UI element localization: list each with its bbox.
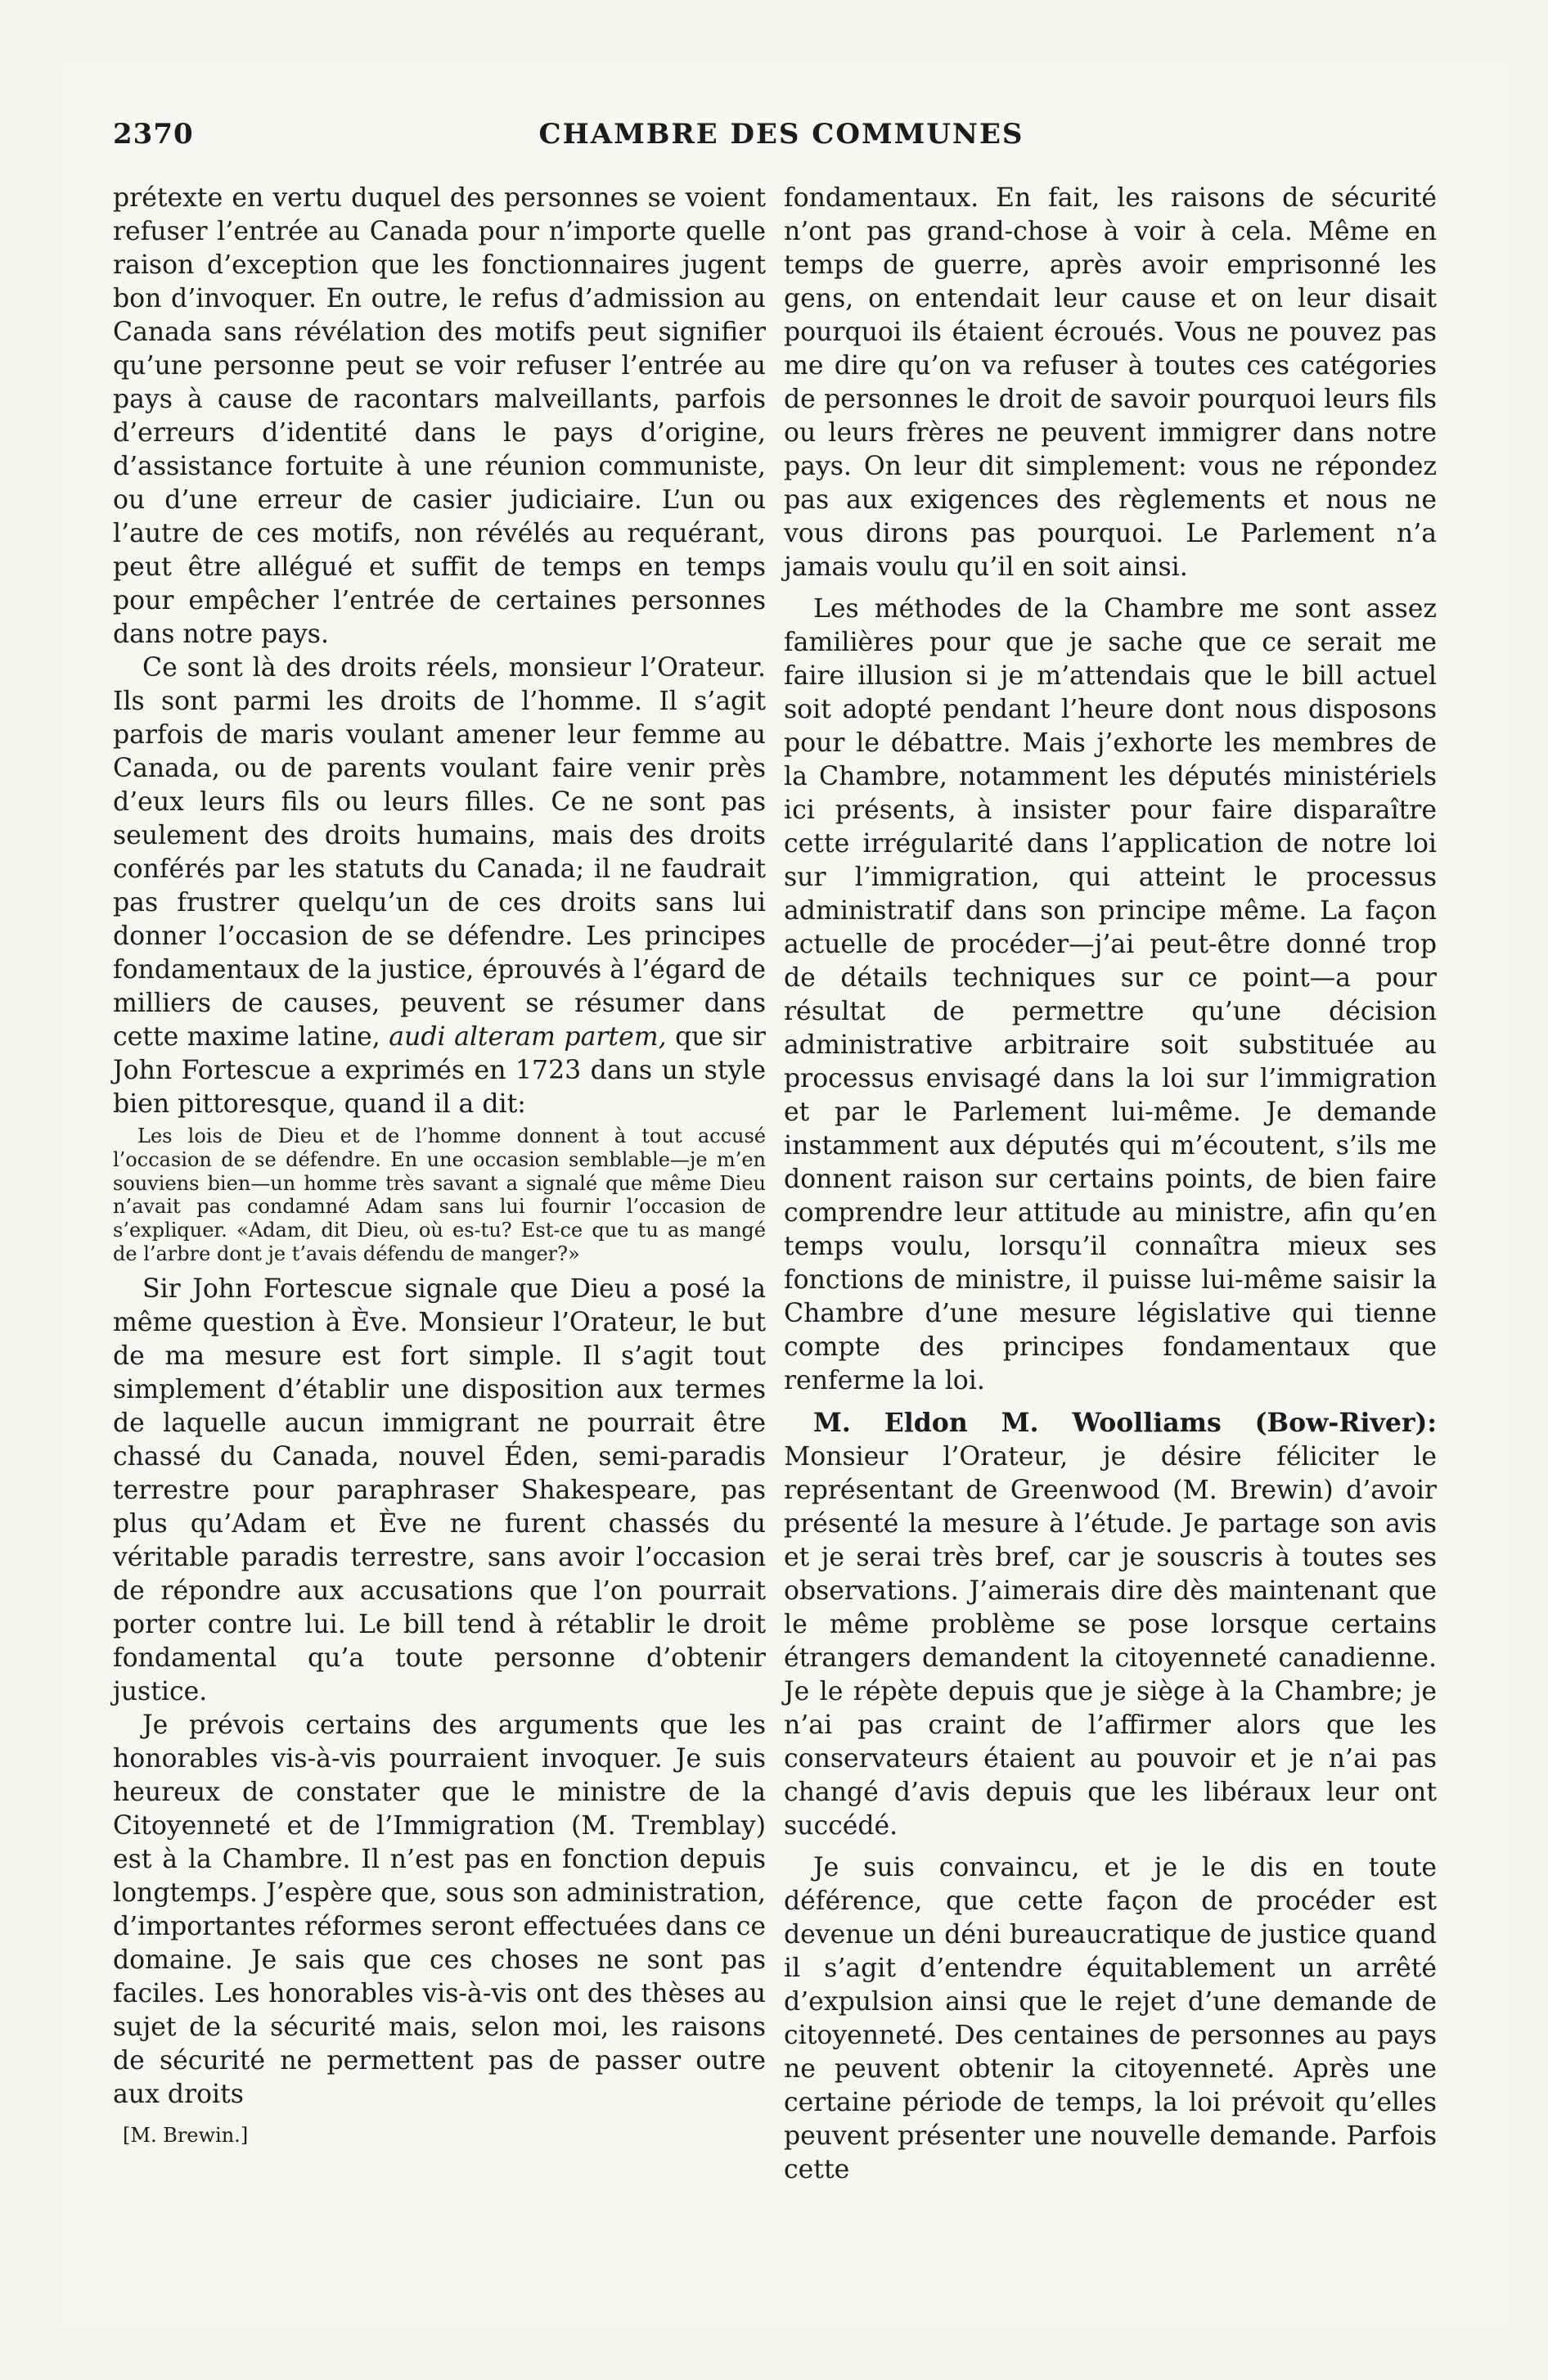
right-column (784, 182, 1437, 2187)
paragraph-text: Monsieur l’Orateur, je désire féliciter le représentant de Greenwood (M. Brewin) d’avoir présenté la mesure à l’étude. Je partage son avis et je serai très bref, car je souscris à toutes ses observations. J’aimerais dire dès maintenant que le même problème se pose lorsque certains étrangers demandent la citoyenneté canadienne. Je le répète depuis que je siège à la Chambre; je n’ai pas craint de l’affirmer alors que les conservateurs étaient au pouvoir et je n’ai pas changé d’avis depuis que les libéraux leur ont succédé. (784, 1442, 1437, 1841)
paragraph: Sir John Fortescue signale que Dieu a posé la même question à Ève. Monsieur l’Orateur, le but de ma mesure est fort simple. Il s’agit tout simplement d’établir une disposition aux termes de laquelle aucun immigrant ne pourrait être chassé du Canada, nouvel Éden, semi-paradis terrestre pour paraphraser Shakespeare, pas plus qu’Adam et Ève ne furent chassés du véritable paradis terrestre, sans avoir l’occasion de répondre aux accusations que l’on pourrait porter contre lui. Le bill tend à rétablir le droit fondamental qu’a toute personne d’obtenir justice. (113, 1273, 766, 1706)
page-number: 2370 (113, 118, 194, 151)
paragraph (113, 651, 766, 1121)
paragraph (784, 1406, 1437, 1843)
paragraph: Je suis convaincu, et je le dis en toute déférence, que cette façon de procéder est devenue un déni bureaucratique de justice quand il s’agit d’entendre équitablement un arrêté d’expulsion ainsi que le rejet d’une demande de citoyenneté. Des centaines de personnes au pays ne peuvent obtenir la citoyenneté. Après une certaine période de temps, la loi prévoit qu’elles peuvent présenter une nouvelle demande. Parfois cette (784, 1853, 1437, 2184)
paragraph-text: que sir John Fortescue a exprimés en 1723 dans un style bien pittoresque, quand il a dit: (113, 1022, 766, 1119)
left-column (113, 182, 766, 2148)
paragraph: prétexte en vertu duquel des personnes se voient refuser l’entrée au Canada pour n’importe quelle raison d’exception que les fonctionnaires jugent bon d’invoquer. En outre, le refus d’admission au Canada sans révélation des motifs peut signifier qu’une personne peut se voir refuser l’entrée au pays à cause de racontars malveillants, parfois d’erreurs d’identité dans le pays d’origine, d’assistance fortuite à une réunion communiste, ou d’une erreur de casier judiciaire. L’un ou l’autre de ces motifs, non révélés au requérant, peut être allégué et suffit de temps en temps pour empêcher l’entrée de certaines personnes dans notre pays. (113, 183, 766, 649)
running-title: CHAMBRE DES COMMUNES (538, 118, 1024, 151)
speaker-attribution: [M. Brewin.] (123, 2123, 249, 2147)
paragraph-text: Ce sont là des droits réels, monsieur l’Orateur. Ils sont parmi les droits de l’homme. Il s’agit parfois de maris voulant amener leur femme au Canada, ou de parents voulant faire venir près d’eux leurs fils ou leurs filles. Ce ne sont pas seulement des droits humains, mais des droits conférés par les statuts du Canada; il ne faudrait pas frustrer quelqu’un de ces droits sans lui donner l’occasion de se défendre. Les principes fondamentaux de la justice, éprouvés à l’égard de milliers de causes, peuvent se résumer dans cette maxime latine, (113, 653, 766, 1052)
block-quote: Les lois de Dieu et de l’homme donnent à tout accusé l’occasion de se défendre. En une occasion semblable—je m’en souviens bien—un homme très savant a signalé que même Dieu n’avait pas condamné Adam sans lui fournir l’occasion de s’expliquer. «Adam, dit Dieu, où es-tu? Est-ce que tu as mangé de l’arbre dont je t’avais défendu de manger?» (113, 1125, 766, 1265)
paragraph: fondamentaux. En fait, les raisons de sécurité n’ont pas grand-chose à voir à cela. Même en temps de guerre, après avoir emprisonné les gens, on entendait leur cause et on leur disait pourquoi ils étaient écroués. Vous ne pouvez pas me dire qu’on va refuser à toutes ces catégories de personnes le droit de savoir pourquoi leurs fils ou leurs frères ne peuvent immigrer dans notre pays. On leur dit simplement: vous ne répondez pas aux exigences des règlements et nous ne vous dirons pas pourquoi. Le Parlement n’a jamais voulu qu’il en soit ainsi. (784, 183, 1437, 582)
page-header (113, 113, 1450, 162)
paragraph: Les méthodes de la Chambre me sont assez familières pour que je sache que ce serait me faire illusion si je m’attendais que le bill actuel soit adopté pendant l’heure dont nous disposons pour le débattre. Mais j’exhorte les membres de la Chambre, notamment les députés ministériels ici présents, à insister pour faire disparaître cette irrégularité dans l’application de notre loi sur l’immigration, qui atteint le processus administratif dans son principe même. La façon actuelle de procéder—j’ai peut-être donné trop de détails techniques sur ce point—a pour résultat de permettre qu’une décision administrative arbitraire soit substituée au processus envisagé dans la loi sur l’immigration et par le Parlement lui-même. Je demande instamment aux députés qui m’écoutent, s’ils me donnent raison sur certains points, de bien faire comprendre leur attitude au ministre, afin qu’en temps voulu, lorsqu’il connaîtra mieux ses fonctions de ministre, il puisse lui-même saisir la Chambre d’une mesure législative qui tienne compte des principes fondamentaux que renferme la loi. (784, 594, 1437, 1395)
paragraph: Je prévois certains des arguments que les honorables vis-à-vis pourraient invoquer. Je suis heureux de constater que le ministre de la Citoyenneté et de l’Immigration (M. Tremblay) est à la Chambre. Il n’est pas en fonction depuis longtemps. J’espère que, sous son administration, d’importantes réformes seront effectuées dans ce domaine. Je sais que ces choses ne sont pas faciles. Les honorables vis-à-vis ont des thèses au sujet de la sécurité mais, selon moi, les raisons de sécurité ne permettent pas de passer outre aux droits (113, 1710, 766, 2109)
speaker-name: M. Eldon M. Woolliams (Bow-River): (813, 1408, 1437, 1438)
latin-maxim: audi alteram partem, (389, 1022, 667, 1052)
